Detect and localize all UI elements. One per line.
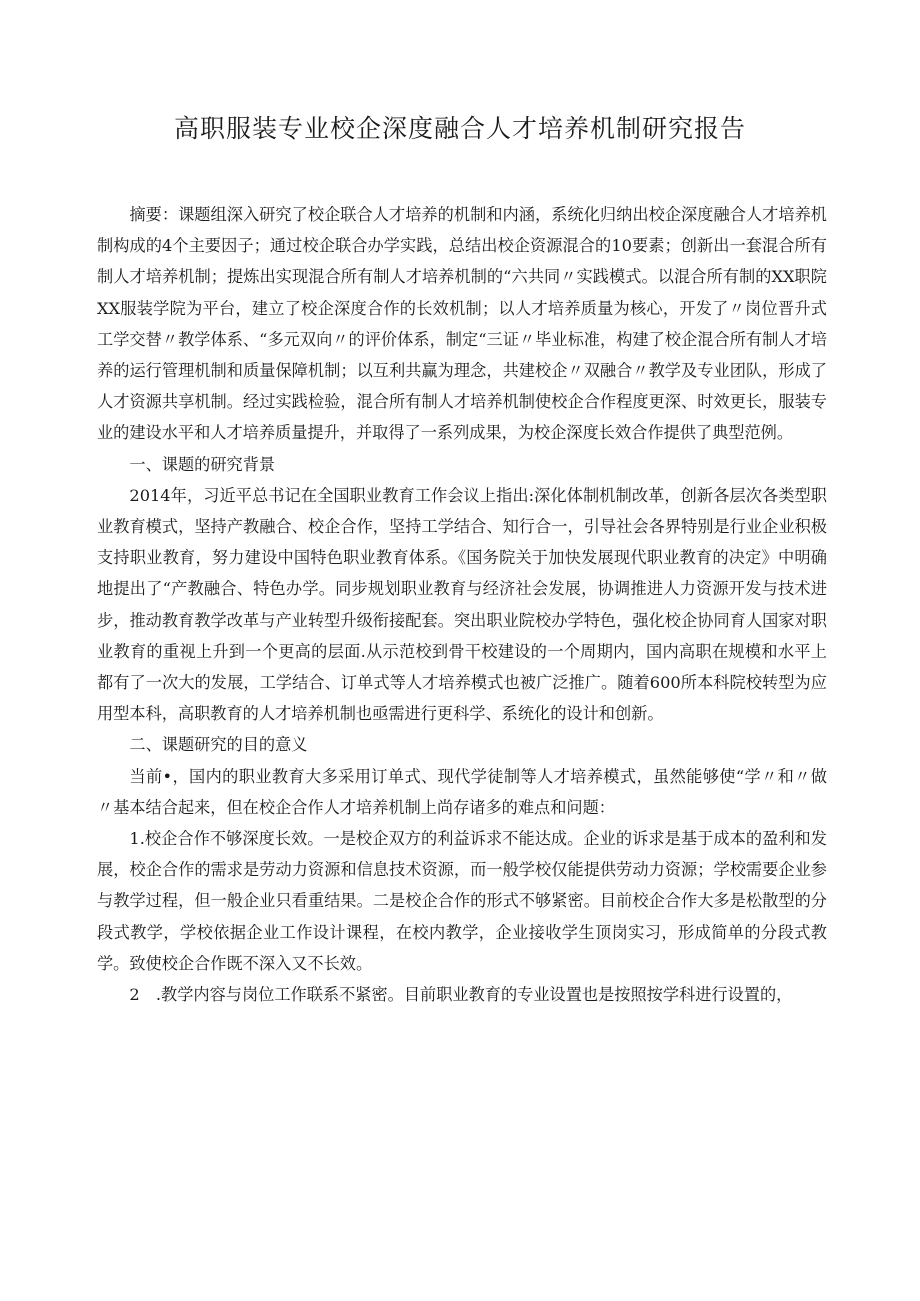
abstract-paragraph: 摘要：课题组深入研究了校企联合人才培养的机制和内涵，系统化归纳出校企深度融合人才培养机制构成的4个主要因子；通过校企联合办学实践，总结出校企资源混合的10要素；创新出一套混合所有制人才培养机制；提炼出实现混合所有制人才培养机制的“六共同〃实践模式。以混合所有制的XX职院XX服装学院为平台，建立了校企深度合作的长效机制；以人才培养质量为核心，开发了〃岗位晋升式工学交替〃教学体系、“多元双向〃的评价体系，制定“三证〃毕业标准，构建了校企混合所有制人才培养的运行管理机制和质量保障机制；以互利共赢为理念，共建校企〃双融合〃教学及专业团队，形成了人才资源共享机制。经过实践检验，混合所有制人才培养机制使校企合作程度更深、时效更长，服装专业的建设水平和人才培养质量提升，并取得了一系列成果，为校企深度长效合作提供了典型范例。 — [97, 205, 827, 443]
background-paragraph: 2014年，习近平总书记在全国职业教育工作会议上指出:深化体制机制改革，创新各层次各类型职业教育模式，坚持产教融合、校企合作，坚持工学结合、知行合一，引导社会各界特别是行业企业积极支持职业教育，努力建设中国特色职业教育体系。《国务院关于加快发展现代职业教育的决定》中明确地提出了“产教融合、特色办学。同步规划职业教育与经济社会发展，协调推进人力资源开发与技术进步，推动教育教学改革与产业转型升级衔接配套。突出职业院校办学特色，强化校企协同育人国家对职业教育的重视上升到一个更高的层面.从示范校到骨干校建设的一个周期内，国内高职在规模和水平上都有了一次大的发展，工学结合、订单式等人才培养模式也被广泛推广。随着600所本科院校转型为应用型本科，高职教育的人才培养机制也亟需进行更科学、系统化的设计和创新。 — [97, 485, 827, 724]
document-body — [97, 199, 827, 1010]
section-heading-purpose: 二、课题研究的目的意义 — [129, 735, 308, 755]
list-item-1: 1.校企合作不够深度长效。一是校企双方的利益诉求不能达成。企业的诉求是基于成本的盈利和发展，校企合作的需求是劳动力资源和信息技术资源，而一般学校仅能提供劳动力资源；学校需要企业参与教学过程，但一般企业只看重结果。二是校企合作的形式不够紧密。目前校企合作大多是松散型的分段式教学，学校依据企业工作设计课程，在校内教学，企业接收学生顶岗实习，形成简单的分段式教学。致使校企合作既不深入又不长效。 — [97, 829, 827, 973]
document-title: 高职服装专业校企深度融合人才培养机制研究报告 — [173, 114, 746, 143]
purpose-paragraph: 当前•，国内的职业教育大多采用订单式、现代学徒制等人才培养模式，虽然能够使“学〃和〃做〃基本结合起来，但在校企合作人才培养机制上尚存诸多的难点和问题： — [97, 766, 827, 817]
section-heading-background: 一、课题的研究背景 — [129, 454, 276, 474]
list-item-2: 2 .教学内容与岗位工作联系不紧密。目前职业教育的专业设置也是按照按学科进行设置的， — [129, 985, 793, 1005]
